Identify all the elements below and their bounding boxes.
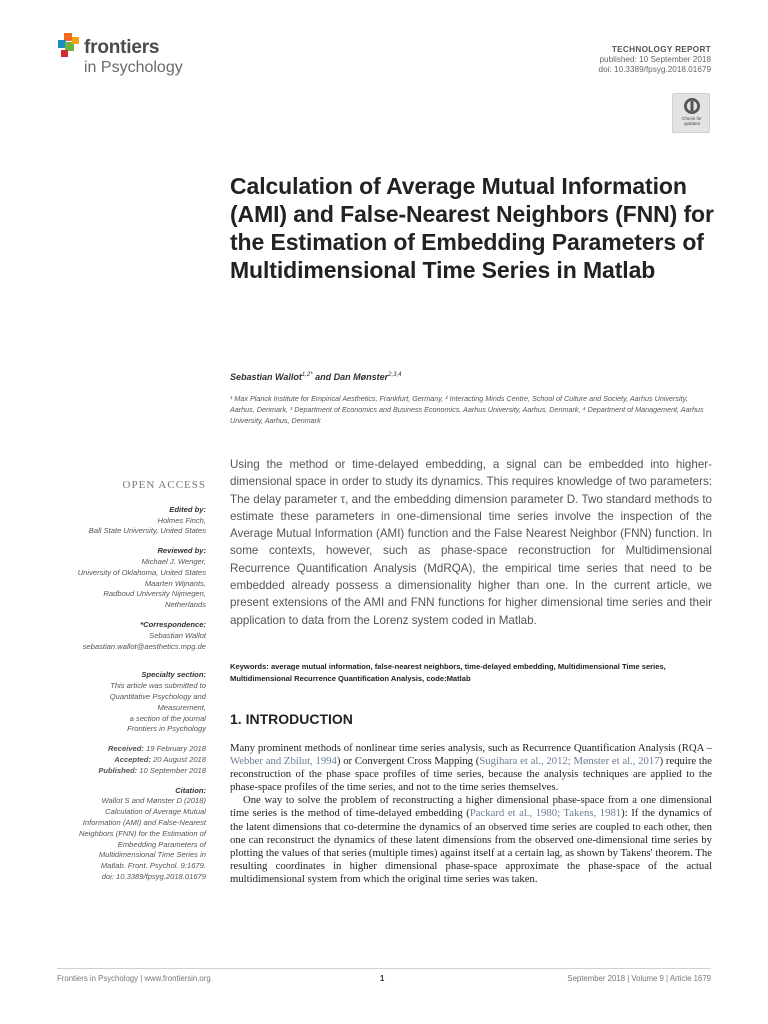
correspondence-name: Sebastian Wallot: [149, 630, 206, 640]
doi[interactable]: doi: 10.3389/fpsyg.2018.01679: [598, 65, 711, 74]
keywords-list: average mutual information, false-nearest neighbors, time-delayed embedding, Multidimensional Time series, Multidimensional Recurrence Quantification Analysis, code:Matlab: [230, 662, 666, 683]
author1-affil: 1,2*: [301, 372, 313, 378]
check-for-updates-button[interactable]: [672, 93, 710, 133]
citation-line-3: Information (AMI) and False-Nearest: [82, 817, 206, 827]
open-access-label: OPEN ACCESS: [122, 479, 206, 491]
accepted-label: Accepted:: [114, 754, 151, 764]
footer-divider: [57, 968, 711, 969]
edited-by-label: Edited by:: [169, 504, 206, 514]
published-label: Published:: [98, 765, 138, 775]
report-type: TECHNOLOGY REPORT: [611, 45, 711, 54]
report-info: [599, 45, 711, 75]
specialty-line-4: a section of the journal: [129, 713, 206, 723]
affiliations: ¹ Max Planck Institute for Empirical Aesthetics, Frankfurt, Germany, ² Interacting Minds Centre, School of Culture and Society, Aarhus University, Aarhus, Denmark, ³ Department of Economics and Business Economics, Aarhus University, Aarhus, Denmark, ⁴ Department of Management, Aarhus University, Aarhus, Denmark: [230, 394, 704, 425]
author-list: [230, 372, 401, 382]
accepted-date: [16, 755, 206, 766]
correspondence-label: *Correspondence:: [140, 619, 206, 629]
specialty-line-2: Quantitative Psychology and: [109, 691, 206, 701]
reviewer-2-country: Netherlands: [165, 600, 206, 610]
reviewed-by-label: Reviewed by:: [157, 546, 206, 556]
author-monster[interactable]: Dan Mønster: [333, 372, 389, 382]
received-label: Received:: [108, 744, 144, 754]
journal-name-frontiers: frontiers: [84, 37, 160, 58]
abstract: Using the method or time-delayed embedding, a signal can be embedded into higher-dimensional space in order to study its dynamics. This requires knowledge of two parameters: The delay parameter τ, and the embedding dimension parameter D. Two standard methods to estimate these parameters in one-dimensional time series involve the inspection of the Average Mutual Information (AMI) function and the False Nearest Neighbor (FNN) function. In some contexts, however, such as phase-space reconstruction for Multidimensional Recurrence Quantification Analysis (MdRQA), the empirical time series that need to be embedded already possess a dimensionality higher than one. In the current article, we present extensions of the AMI and FNN functions for higher dimensional time series and their application to data from the Lorenz system coded in Matlab.: [230, 458, 712, 627]
intro-paragraph-1: Many prominent methods of nonlinear time series analysis, such as Recurrence Quantification Analysis (RQA – Webber and Zbilut, 1994) or Convergent Cross Mapping (Sugihara et al., 2012; Mønster et al., 2017) require the reconstruction of the phase space profiles of time series, because the analysis techniques are applied to the phase-space profiles of the time series, and not to the time series themselves.: [230, 742, 712, 794]
footer-issue-info: September 2018 | Volume 9 | Article 1679: [567, 974, 711, 983]
published-value: 10 September 2018: [139, 765, 206, 775]
specialty-line-5: Frontiers in Psychology: [127, 724, 206, 734]
editor-name[interactable]: Holmes Finch,: [157, 515, 206, 525]
citation-line-6: Multidimensional Time Series in: [98, 850, 206, 860]
citation-line-7: Matlab. Front. Psychol. 9:1679.: [100, 861, 206, 871]
reviewer-1[interactable]: Michael J. Wenger,: [141, 556, 206, 566]
citation-doi[interactable]: doi: 10.3389/fpsyg.2018.01679: [101, 871, 206, 881]
author2-affil: 2,3,4: [388, 372, 402, 378]
citation-link-sugihara[interactable]: Sugihara et al., 2012; Mønster et al., 2017: [479, 755, 660, 768]
keywords-label: Keywords:: [230, 662, 269, 671]
journal-logo[interactable]: [58, 33, 208, 81]
editor-affil: Ball State University, United States: [88, 526, 206, 536]
author-wallot[interactable]: Sebastian Wallot: [230, 372, 302, 382]
frontiers-logo-icon: [58, 33, 82, 59]
published-date: published: 10 September 2018: [599, 55, 711, 64]
citation-link-webber[interactable]: Webber and Zbilut, 1994: [230, 755, 337, 768]
citation-line-4: Neighbors (FNN) for the Estimation of: [78, 828, 206, 838]
article-info-sidebar: [16, 480, 206, 883]
author-and: and: [315, 372, 332, 382]
section-heading-introduction: 1. INTRODUCTION: [230, 711, 353, 727]
keywords: [230, 661, 712, 684]
reviewer-2-affil: Radboud University Nijmegen,: [103, 589, 206, 599]
introduction-body: [230, 742, 712, 886]
citation-link-packard[interactable]: Packard et al., 1980; Takens, 1981: [469, 807, 622, 820]
citation-label: Citation:: [175, 785, 206, 795]
check-updates-label: Check for updates: [682, 116, 702, 127]
citation-line-2: Calculation of Average Mutual: [105, 807, 206, 817]
citation-line-1: Wallot S and Mønster D (2018): [101, 796, 206, 806]
correspondence-email[interactable]: sebastian.wallot@aesthetics.mpg.de: [82, 641, 206, 651]
received-value: 19 February 2018: [146, 744, 206, 754]
journal-name-psychology: in Psychology: [84, 59, 183, 76]
check-updates-icon: [683, 97, 701, 115]
reviewer-1-affil: University of Oklahoma, United States: [77, 567, 206, 577]
specialty-label: Specialty section:: [141, 670, 206, 680]
accepted-value: 20 August 2018: [153, 754, 206, 764]
page-number: 1: [380, 974, 385, 983]
footer-journal-link[interactable]: Frontiers in Psychology | www.frontiersin.org: [57, 974, 211, 983]
published-date-sidebar: [16, 766, 206, 777]
article-title: Calculation of Average Mutual Information (AMI) and False-Nearest Neighbors (FNN) for the Estimation of Embedding Parameters of Multidimensional Time Series in Matlab: [230, 173, 714, 283]
reviewer-2[interactable]: Maarten Wijnants,: [144, 578, 206, 588]
specialty-line-3: Measurement,: [157, 702, 206, 712]
citation-line-5: Embedding Parameters of: [117, 839, 206, 849]
specialty-line-1: This article was submitted to: [110, 681, 206, 691]
received-date: [16, 744, 206, 755]
intro-paragraph-2: One way to solve the problem of reconstructing a higher dimensional phase-space from a one dimensional time series is the method of time-delayed embedding (Packard et al., 1980; Takens, 1981): If the dynamics of the latent dimensions that co-determine the dynamics of an observed time series are coupled to each other, then one can reconstruct the dynamics of these latent dimensions from the observed one-dimensional time series by plotting the values of that series (multiple times) against itself at a certain lag, as shown by Takens' theorem. The resulting coordinates in higher dimensional phase-space approximate the phase-space of the actual multidimensional system from which the original time series was taken.: [230, 794, 712, 885]
